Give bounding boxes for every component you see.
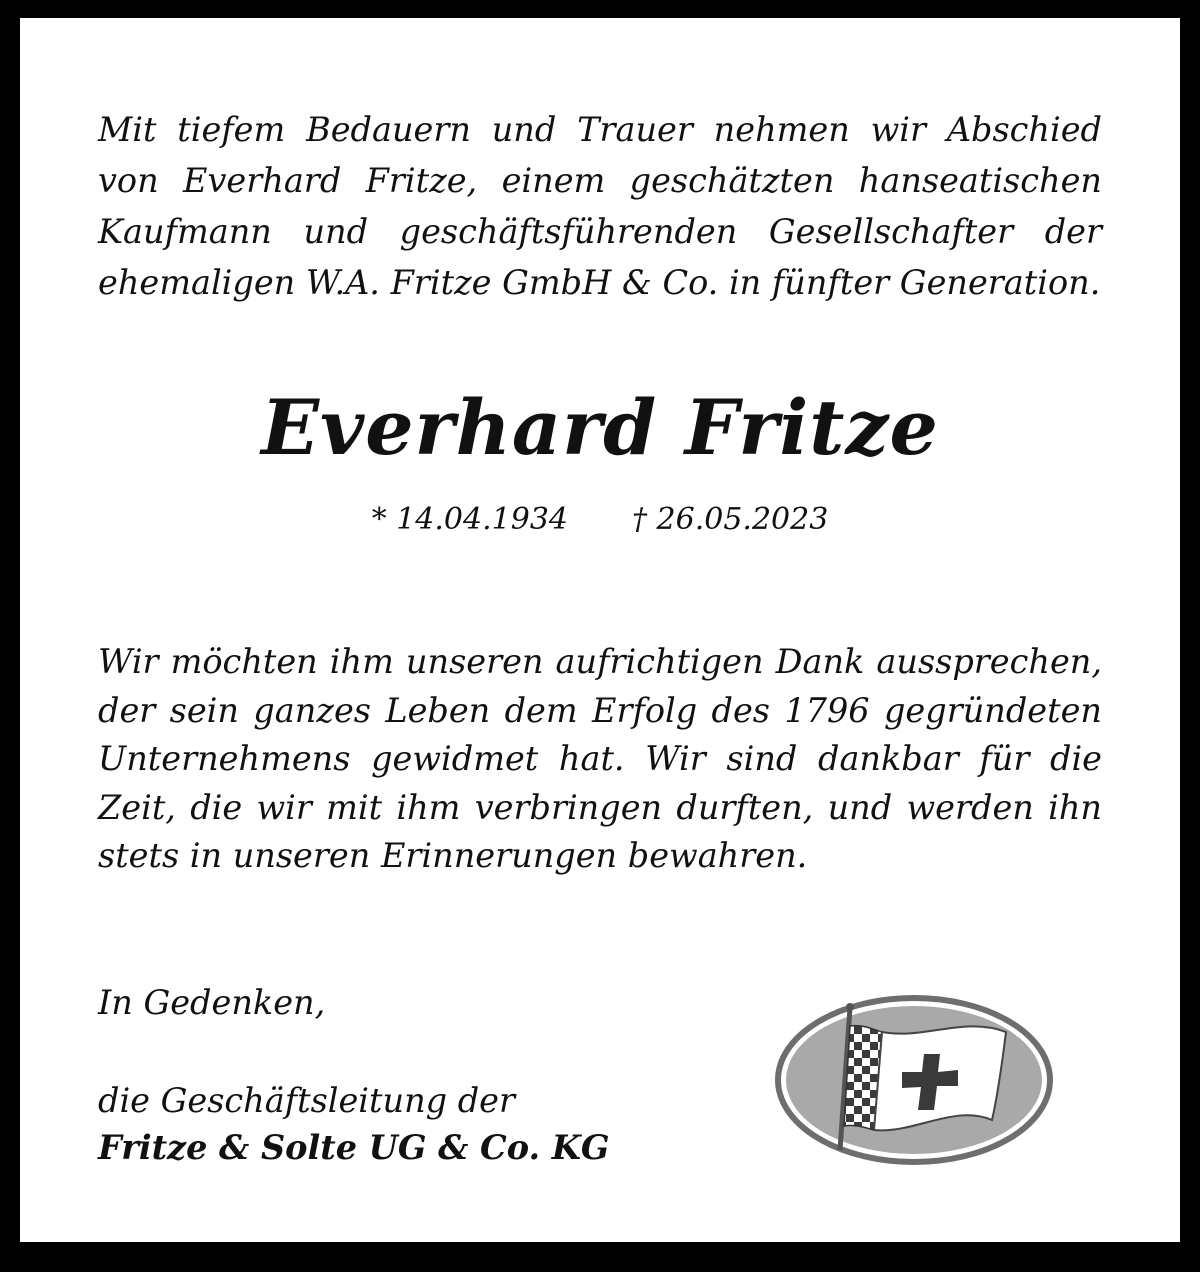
deceased-name: Everhard Fritze [261, 383, 939, 472]
company-flag-emblem-icon [774, 994, 1054, 1166]
thanks-paragraph: Wir möchten ihm unseren aufrichtigen Dank aussprechen, der sein ganzes Leben dem Erfolg des 1796 gegründeten Unternehmens gewidmet hat. Wir sind dankbar für die Zeit, die wir mit ihm verbringen durften, und werden ihn stets in unseren Erinnerungen bewahren. [98, 642, 1102, 875]
signature-line: die Geschäftsleitung der [98, 1081, 516, 1120]
life-dates [0, 498, 1200, 542]
closing-regards: In Gedenken, [98, 983, 326, 1022]
company-name: Fritze & Solte UG & Co. KG [98, 1128, 610, 1167]
flag-pole-top [846, 1003, 854, 1011]
death-date: † 26.05.2023 [632, 502, 829, 537]
intro-paragraph: Mit tiefem Bedauern und Trauer nehmen wir Abschied von Everhard Fritze, einem geschätzten hanseatischen Kaufmann und geschäftsführenden Gesellschafter der ehemaligen W.A. Fritze GmbH & Co. in fünfter Generation. [98, 110, 1102, 302]
birth-date: * 14.04.1934 [371, 502, 568, 537]
